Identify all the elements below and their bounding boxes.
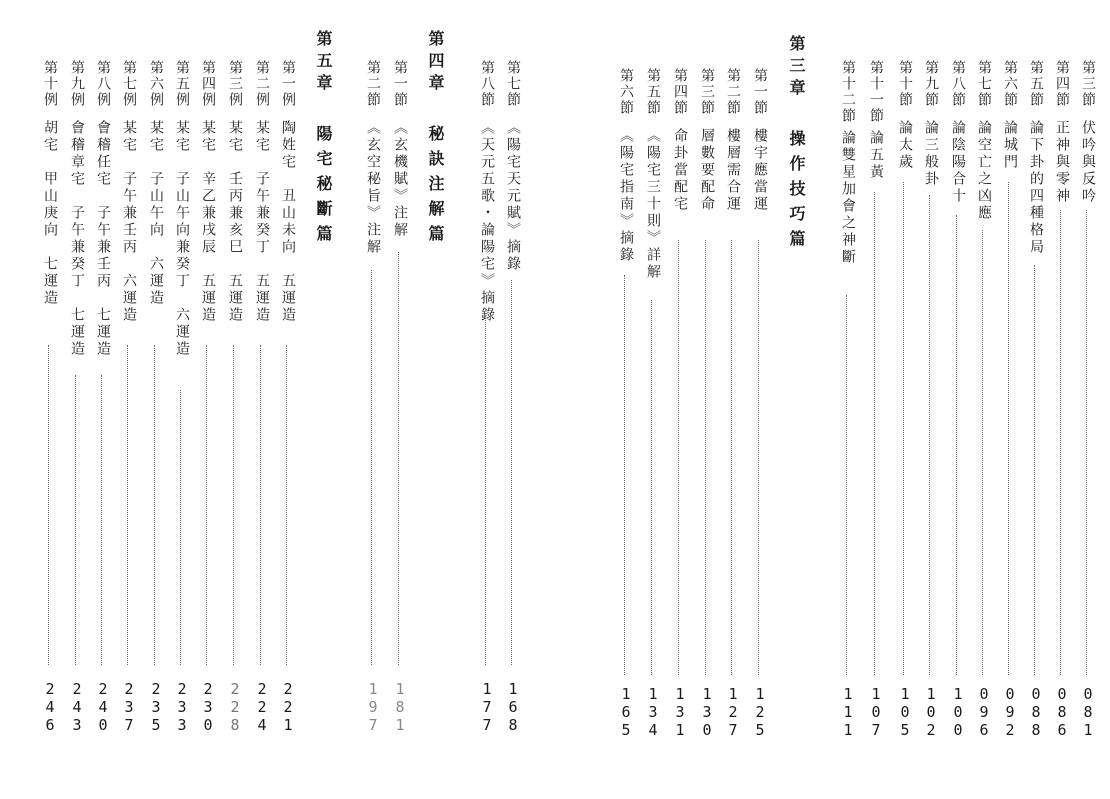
dot-leader: [903, 182, 904, 675]
toc-entry-label: 第九例: [69, 60, 85, 108]
toc-entry-page: 100: [949, 685, 967, 739]
dot-leader: [154, 345, 155, 665]
toc-entry-title: 《玄機賦》注解: [392, 120, 408, 239]
toc-entry-title: 《陽宅指南》摘錄: [618, 128, 634, 264]
toc-entry-label: 第六例: [148, 60, 164, 108]
dot-leader: [758, 240, 759, 675]
dot-leader: [206, 345, 207, 665]
dot-leader: [624, 275, 625, 675]
toc-entry-label: 第二節: [365, 60, 381, 108]
toc-entry-label: 第八節: [479, 60, 495, 108]
chapter-label: 第四章: [426, 30, 445, 96]
dot-leader: [127, 345, 128, 665]
toc-entry-page: 131: [671, 685, 689, 739]
dot-leader: [846, 295, 847, 675]
toc-entry-page: 228: [226, 680, 244, 734]
toc-entry-label: 第十節: [897, 60, 913, 108]
toc-entry-title: 《玄空秘旨》注解: [365, 120, 381, 256]
dot-leader: [75, 375, 76, 665]
toc-entry-label: 第四例: [200, 60, 216, 108]
toc-entry-title: 某宅 辛乙兼戌辰 五運造: [200, 120, 216, 324]
toc-entry-title: 《陽宅三十則》詳解: [645, 128, 661, 281]
toc-entry-title: 某宅 子午兼癸丁 五運造: [254, 120, 270, 324]
toc-entry-label: 第七節: [976, 60, 992, 108]
dot-leader: [1086, 210, 1087, 675]
toc-entry-page: 165: [617, 685, 635, 739]
chapter-title: 陽宅秘斷篇: [314, 125, 333, 250]
toc-entry-label: 第五節: [1028, 60, 1044, 108]
toc-entry-title: 某宅 子山午向兼癸丁 六運造: [174, 120, 190, 358]
toc-entry-title: 會稽任宅 子午兼壬丙 七運造: [95, 120, 111, 358]
toc-entry-page: 233: [173, 680, 191, 734]
toc-entry-page: 130: [698, 685, 716, 739]
toc-entry-page: 243: [68, 680, 86, 734]
toc-entry-page: 177: [478, 680, 496, 734]
toc-entry-title: 樓宇應當運: [752, 128, 768, 213]
dot-leader: [982, 230, 983, 675]
dot-leader: [731, 240, 732, 675]
chapter-label: 第五章: [314, 30, 333, 96]
toc-entry-page: 168: [504, 680, 522, 734]
dot-leader: [180, 390, 181, 665]
toc-entry-label: 第七例: [121, 60, 137, 108]
toc-entry-page: 088: [1027, 685, 1045, 739]
toc-entry-label: 第八節: [950, 60, 966, 108]
dot-leader: [1060, 210, 1061, 675]
toc-entry-page: 105: [896, 685, 914, 739]
toc-entry-label: 第三節: [699, 68, 715, 116]
dot-leader: [286, 345, 287, 665]
toc-entry-label: 第三例: [227, 60, 243, 108]
toc-entry-title: 命卦當配宅: [672, 128, 688, 213]
toc-entry-title: 論五黃: [868, 130, 884, 181]
toc-entry-page: 127: [724, 685, 742, 739]
toc-entry-page: 224: [253, 680, 271, 734]
chapter-title: 秘訣注解篇: [426, 125, 445, 250]
toc-entry-page: 107: [867, 685, 885, 739]
toc-entry-label: 第二例: [254, 60, 270, 108]
dot-leader: [398, 252, 399, 665]
toc-entry-title: 陶姓宅 丑山未向 五運造: [280, 120, 296, 324]
toc-entry-label: 第七節: [505, 60, 521, 108]
toc-entry-title: 某宅 子午兼壬丙 六運造: [121, 120, 137, 324]
dot-leader: [48, 345, 49, 665]
toc-entry-page: 096: [975, 685, 993, 739]
toc-entry-label: 第一節: [392, 60, 408, 108]
dot-leader: [101, 375, 102, 665]
toc-entry-page: 181: [391, 680, 409, 734]
dot-leader: [874, 192, 875, 675]
toc-entry-label: 第六節: [618, 68, 634, 116]
dot-leader: [678, 240, 679, 675]
dot-leader: [929, 195, 930, 675]
toc-entry-title: 層數要配命: [699, 128, 715, 213]
toc-entry-title: 某宅 子山午向 六運造: [148, 120, 164, 307]
toc-entry-title: 會稽章宅 子午兼癸丁 七運造: [69, 120, 85, 358]
toc-entry-label: 第一節: [752, 68, 768, 116]
chapter-label: 第三章: [787, 35, 806, 101]
toc-entry-title: 論下卦的四種格局: [1028, 120, 1044, 256]
toc-entry-title: 伏吟與反吟: [1080, 120, 1096, 205]
toc-entry-page: 240: [94, 680, 112, 734]
toc-entry-page: 111: [839, 685, 857, 739]
toc-entry-page: 246: [41, 680, 59, 734]
toc-entry-label: 第五例: [174, 60, 190, 108]
toc-entry-title: 樓層需合運: [725, 128, 741, 213]
chapter-title: 操作技巧篇: [787, 130, 806, 255]
dot-leader: [233, 345, 234, 665]
toc-entry-title: 論空亡之凶應: [976, 120, 992, 222]
toc-entry-page: 197: [364, 680, 382, 734]
toc-entry-title: 論三般卦: [923, 120, 939, 188]
toc-entry-label: 第二節: [725, 68, 741, 116]
toc-entry-label: 第十例: [42, 60, 58, 108]
toc-entry-title: 論城門: [1002, 120, 1018, 171]
toc-entry-label: 第八例: [95, 60, 111, 108]
toc-entry-page: 125: [751, 685, 769, 739]
toc-entry-label: 第一例: [280, 60, 296, 108]
toc-entry-page: 235: [147, 680, 165, 734]
toc-entry-page: 221: [279, 680, 297, 734]
toc-entry-page: 102: [922, 685, 940, 739]
dot-leader: [511, 280, 512, 665]
toc-entry-page: 086: [1053, 685, 1071, 739]
toc-entry-title: 胡宅 甲山庚向 七運造: [42, 120, 58, 307]
toc-entry-title: 論太歲: [897, 120, 913, 171]
dot-leader: [651, 300, 652, 675]
toc-entry-label: 第十二節: [840, 60, 856, 124]
toc-entry-label: 第九節: [923, 60, 939, 108]
toc-entry-label: 第三節: [1080, 60, 1096, 108]
dot-leader: [485, 318, 486, 665]
dot-leader: [1008, 182, 1009, 675]
dot-leader: [1034, 265, 1035, 675]
toc-entry-label: 第十一節: [868, 60, 884, 124]
toc-entry-label: 第六節: [1002, 60, 1018, 108]
dot-leader: [956, 215, 957, 675]
toc-entry-page: 081: [1079, 685, 1097, 739]
toc-entry-title: 《陽宅天元賦》摘錄: [505, 120, 521, 273]
toc-entry-title: 論雙星加會之神斷: [840, 130, 856, 266]
toc-entry-title: 論陰陽合十: [950, 120, 966, 205]
toc-entry-label: 第五節: [645, 68, 661, 116]
toc-entry-title: 某宅 壬丙兼亥巳 五運造: [227, 120, 243, 324]
toc-entry-page: 092: [1001, 685, 1019, 739]
dot-leader: [371, 270, 372, 665]
dot-leader: [705, 240, 706, 675]
toc-entry-page: 230: [199, 680, 217, 734]
dot-leader: [260, 345, 261, 665]
toc-entry-page: 237: [120, 680, 138, 734]
toc-entry-label: 第四節: [1054, 60, 1070, 108]
toc-entry-page: 134: [644, 685, 662, 739]
toc-entry-title: 《天元五歌・論陽宅》摘錄: [479, 120, 495, 324]
toc-entry-label: 第四節: [672, 68, 688, 116]
toc-entry-title: 正神與零神: [1054, 120, 1070, 205]
